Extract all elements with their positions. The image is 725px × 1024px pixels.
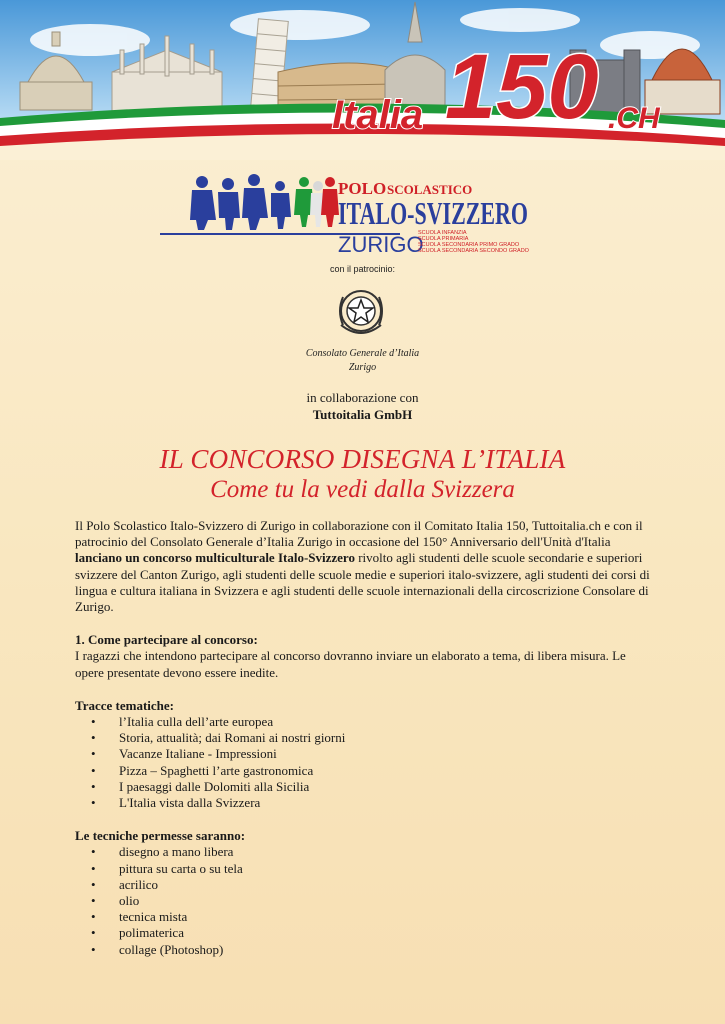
collaboration-label: in collaborazione con: [306, 390, 419, 405]
patronage-label: con il patrocinio:: [329, 264, 396, 274]
consulate-city: Zurigo: [348, 362, 377, 373]
italian-landmarks-skyline: [0, 0, 725, 160]
children-silhouettes-icon: [190, 174, 291, 230]
list-item: • acrilico: [75, 877, 655, 893]
page-title: IL CONCORSO DISEGNA L’ITALIA: [159, 444, 566, 474]
logo-level-3: SCUOLA SECONDARIA PRIMO GRADO: [418, 242, 520, 248]
section1-heading: 1. Come partecipare al concorso:: [75, 632, 258, 648]
logo-line2: ITALO-SVIZZERO: [338, 195, 528, 231]
list-item: • L'Italia vista dalla Svizzera: [75, 795, 655, 811]
techniques-list: [75, 844, 655, 957]
brand-word: Italia: [332, 93, 424, 137]
school-logo: [160, 172, 540, 262]
logo-level-2: SCUOLA PRIMARIA: [418, 236, 469, 242]
intro-text-2: rivolto agli studenti delle scuole secondarie e superiori svizzere del Canton Zurigo, agli studenti delle scuole medie e superiori italo-svizzere, agli studenti dei corsi di lingua e cultura italiana in Svizzera e agli studenti delle scuole internazionali della circoscrizione Consolare di Zurigo.: [75, 550, 650, 615]
intro-text-1: Il Polo Scolastico Italo-Svizzero di Zurigo in collaborazione con il Comitato Italia 150, Tuttoitalia.ch e con il patrocinio del Consolato Generale d’Italia Zurigo in occasione del 150° Anniversario dell'Unità d'Italia: [75, 518, 643, 550]
italian-republic-emblem-icon: [333, 285, 389, 341]
intro-text-bold: lanciano un concorso multiculturale Italo-Svizzero: [75, 550, 355, 566]
page-subtitle: Come tu la vedi dalla Svizzera: [210, 476, 515, 503]
logo-line1-bold: POLO: [338, 179, 387, 198]
list-item: • l’Italia culla dell’arte europea: [75, 714, 655, 730]
collaboration-partner: Tuttoitalia GmbH: [312, 407, 413, 422]
list-item: • I paesaggi dalle Dolomiti alla Sicilia: [75, 779, 655, 795]
section1-text: I ragazzi che intendono partecipare al concorso dovranno inviare un elaborato a tema, di libera misura. Le opere presentate devono essere inedite.: [75, 648, 626, 680]
list-item: • polimaterica: [75, 925, 655, 941]
themes-heading: Tracce tematiche:: [75, 697, 175, 713]
themes-list: [75, 714, 655, 811]
consulate-name: Consolato Generale d’Italia: [305, 348, 420, 359]
brand-number: 150: [445, 36, 599, 138]
logo-line3: ZURIGO: [338, 232, 424, 257]
document-body: [75, 518, 655, 975]
logo-line1-rest: SCOLASTICO: [387, 182, 473, 197]
list-item: • Storia, attualità; dai Romani ai nostri giorni: [75, 730, 655, 746]
logo-level-4: SCUOLA SECONDARIA SECONDO GRADO: [418, 248, 529, 254]
list-item: • disegno a mano libera: [75, 844, 655, 860]
list-item: • pittura su carta o su tela: [75, 861, 655, 877]
techniques-heading: Le tecniche permesse saranno:: [75, 828, 246, 844]
brand-suffix: .CH: [608, 102, 660, 135]
logo-level-1: SCUOLA INFANZIA: [418, 230, 467, 236]
list-item: • collage (Photoshop): [75, 942, 655, 958]
list-item: • Vacanze Italiane - Impressioni: [75, 746, 655, 762]
list-item: • tecnica mista: [75, 909, 655, 925]
tricolor-children-icon: [294, 177, 339, 227]
list-item: • Pizza – Spaghetti l’arte gastronomica: [75, 763, 655, 779]
list-item: • olio: [75, 893, 655, 909]
header-banner: [0, 0, 725, 160]
intro-paragraph: [75, 518, 655, 615]
